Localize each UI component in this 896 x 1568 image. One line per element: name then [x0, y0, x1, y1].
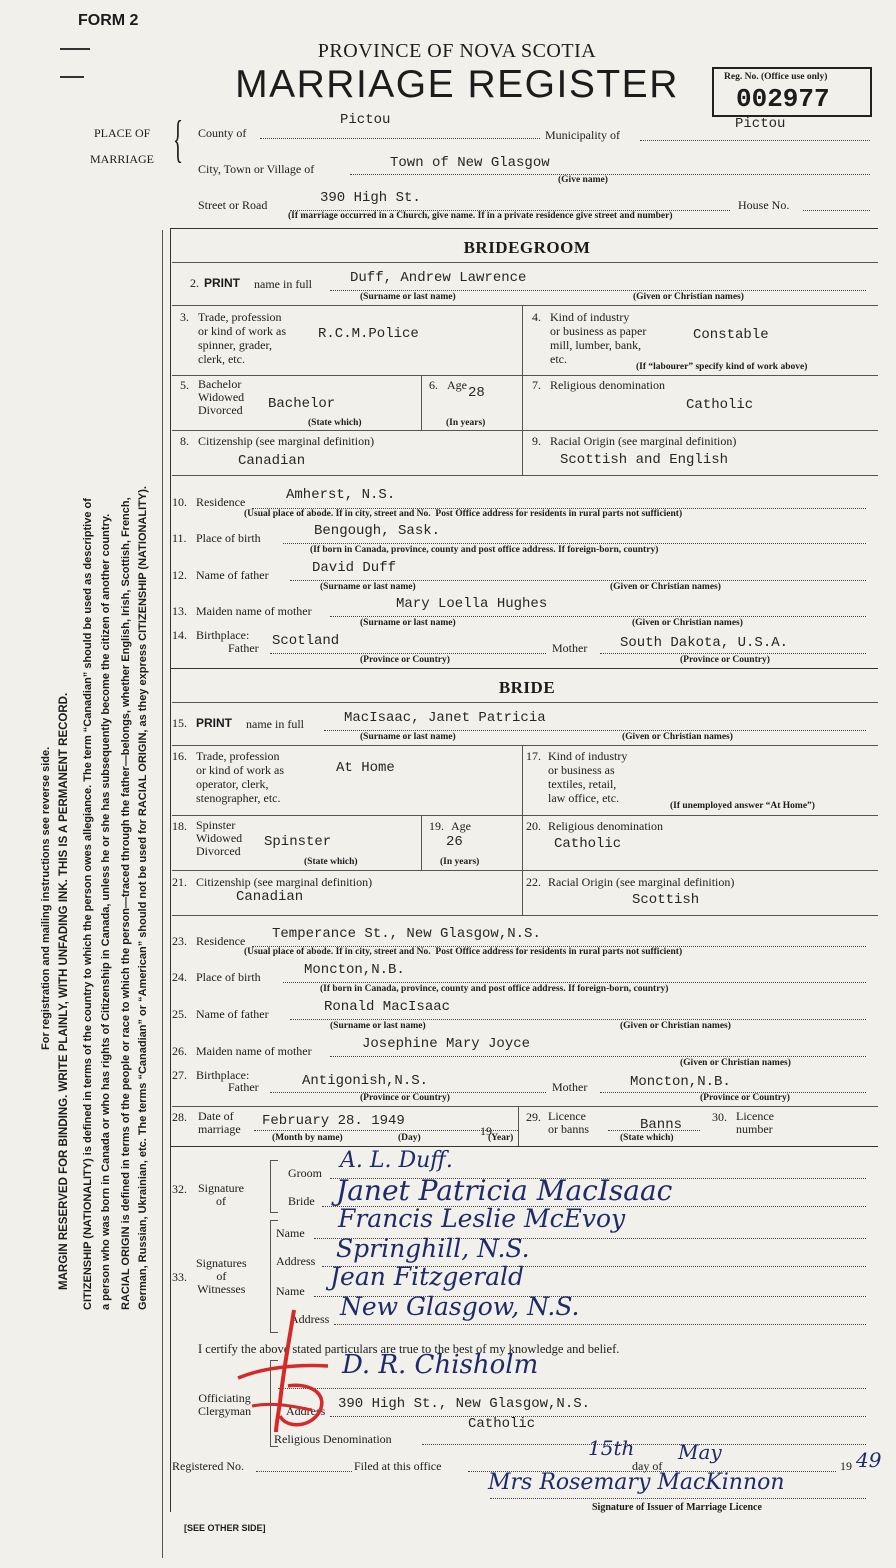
dotted-line	[330, 616, 866, 617]
groom-mother-birthplace: South Dakota, U.S.A.	[620, 635, 789, 651]
month-note: (Month by name)	[272, 1133, 343, 1143]
dotted-line	[330, 1056, 866, 1057]
province-note: (Province or Country)	[700, 1093, 790, 1103]
red-check-mark	[232, 1306, 342, 1436]
margin-text: CITIZENSHIP (NATIONALITY) is defined in terms of the country to which the person owes allegiance. The term “Canadian” should be used as descriptive of	[82, 498, 94, 1310]
clergyman-signature: D. R. Chisholm	[342, 1350, 539, 1380]
field-number: 5.	[180, 378, 189, 392]
field-number: 22.	[526, 875, 541, 889]
field-number: 10.	[172, 495, 187, 509]
rule	[172, 870, 878, 871]
registered-label: Registered No.	[172, 1459, 244, 1473]
name-label: name in full	[246, 717, 304, 731]
dotted-line	[256, 1471, 352, 1472]
father-label: Name of father	[196, 568, 269, 582]
groom-father: David Duff	[312, 560, 397, 576]
dotted-line	[290, 580, 866, 581]
field-number: 3.	[180, 310, 189, 324]
birthplace-of-parents-label: Birthplace:	[196, 1068, 250, 1082]
given-note: (Given or Christian names)	[633, 292, 744, 302]
print-label: PRINT	[204, 276, 240, 290]
witness-name-label: Name	[276, 1226, 305, 1240]
field-number: 12.	[172, 568, 187, 582]
registration-number: 002977	[736, 84, 830, 114]
dotted-line	[254, 1130, 518, 1131]
groom-birthplace: Bengough, Sask.	[314, 523, 441, 539]
field-number: 25.	[172, 1007, 187, 1021]
birthplace-of-parents-label: Birthplace:	[196, 628, 250, 642]
margin-text: RACIAL ORIGIN is defined in terms of the people or race to which the person—traced through the father—belongs, whether English, Irish, Scottish, French,	[120, 497, 132, 1310]
field-number: 6.	[429, 378, 438, 392]
bride-father-birthplace: Antigonish,N.S.	[302, 1073, 429, 1089]
field-number: 2.	[190, 276, 199, 290]
county-label: County of	[198, 126, 247, 140]
age-label: Age	[447, 378, 467, 392]
dotted-line	[640, 140, 870, 141]
field-number: 24.	[172, 970, 187, 984]
filed-day: 15th	[588, 1436, 635, 1460]
rule	[172, 375, 878, 376]
street-label: Street or Road	[198, 198, 268, 212]
field-number: 33.	[172, 1270, 187, 1284]
page-title: MARRIAGE REGISTER	[235, 63, 679, 106]
dotted-line	[270, 653, 546, 654]
bracket	[270, 1160, 271, 1212]
residence-note: (Usual place of abode. If in city, street and No. Post Office address for residents in rural parts not sufficient)	[244, 947, 683, 957]
province-note: (Province or Country)	[680, 655, 770, 665]
see-other-side: [SEE OTHER SIDE]	[184, 1523, 266, 1533]
groom-citizenship: Canadian	[238, 453, 306, 469]
dotted-line	[600, 653, 866, 654]
bride-mother-birthplace: Moncton,N.B.	[630, 1074, 731, 1090]
year-prefix: 19	[840, 1459, 852, 1473]
municipality-value: Pictou	[735, 116, 786, 132]
give-name-note: (Give name)	[558, 175, 608, 185]
witnesses-label: Signatures of Witnesses	[196, 1256, 247, 1296]
clergy-denomination: Catholic	[468, 1416, 536, 1432]
groom-signature: A. L. Duff.	[340, 1148, 453, 1173]
filed-month: May	[678, 1440, 722, 1464]
father-label: Name of father	[196, 1007, 269, 1021]
state-which-note: (State which)	[308, 418, 362, 428]
year-prefix: 19	[480, 1124, 492, 1138]
racial-label: Racial Origin (see marginal definition)	[548, 875, 735, 889]
bride-mother: Josephine Mary Joyce	[362, 1036, 531, 1052]
field-number: 18.	[172, 819, 187, 833]
section-rule	[170, 668, 878, 669]
rule	[172, 915, 878, 916]
bride-religion: Catholic	[554, 836, 622, 852]
groom-racial-origin: Scottish and English	[560, 452, 729, 468]
certification-text: I certify the above stated particulars are true to the best of my knowledge and belief.	[198, 1342, 620, 1356]
field-number: 20.	[526, 819, 541, 833]
birthplace-note: (If born in Canada, province, county and post office address. If foreign-born, country)	[320, 984, 669, 994]
day-note: (Day)	[398, 1133, 421, 1143]
dotted-line	[290, 1019, 866, 1020]
margin-text: MARGIN RESERVED FOR BINDING. WRITE PLAINLY, WITH UNFADING INK. THIS IS A PERMANENT RECORD.	[58, 692, 70, 1290]
rule	[518, 1106, 519, 1146]
bp-mother-label: Mother	[552, 1080, 588, 1094]
surname-note: (Surname or last name)	[360, 618, 456, 628]
bride-name: MacIsaac, Janet Patricia	[344, 710, 546, 726]
city-label: City, Town or Village of	[198, 162, 315, 176]
street-value: 390 High St.	[320, 190, 421, 206]
rule	[421, 815, 422, 870]
bride-age: 26	[446, 834, 463, 850]
in-years-note: (In years)	[440, 857, 480, 867]
bride-birthplace: Moncton,N.B.	[304, 962, 405, 978]
marriage-date: February 28. 1949	[262, 1113, 405, 1129]
year-note: (Year)	[488, 1133, 514, 1143]
field-number: 19.	[429, 819, 444, 833]
dotted-line	[803, 210, 870, 211]
field-number: 11.	[172, 531, 187, 545]
dotted-line	[422, 1444, 866, 1445]
bride-racial-origin: Scottish	[632, 892, 700, 908]
rule	[172, 1106, 878, 1107]
rule	[522, 745, 523, 915]
margin-text: For registration and mailing instructions see reverse side.	[40, 746, 52, 1050]
filed-year: 49	[856, 1448, 882, 1472]
bracket	[270, 1220, 278, 1221]
in-years-note: (In years)	[446, 418, 486, 428]
licence-label: Licence or banns	[548, 1109, 589, 1136]
witness-name-label: Name	[276, 1284, 305, 1298]
dotted-line	[334, 1324, 866, 1325]
place-of-label: PLACE OF	[94, 126, 151, 140]
field-number: 30.	[712, 1110, 727, 1124]
field-number: 8.	[180, 434, 189, 448]
groom-mother: Mary Loella Hughes	[396, 596, 548, 612]
dotted-line	[330, 1416, 866, 1417]
citizenship-label: Citizenship (see marginal definition)	[198, 434, 375, 448]
county-value: Pictou	[340, 112, 391, 128]
dotted-line	[283, 982, 866, 983]
church-note: (If marriage occurred in a Church, give name. If in a private residence give street and number)	[288, 211, 673, 221]
rule	[421, 375, 422, 430]
field-number: 21.	[172, 875, 187, 889]
frame-left	[170, 228, 171, 1512]
print-label: PRINT	[196, 716, 232, 730]
surname-note: (Surname or last name)	[330, 1021, 426, 1031]
province-note: (Province or Country)	[360, 655, 450, 665]
city-value: Town of New Glasgow	[390, 155, 550, 171]
rule	[172, 430, 878, 431]
date-label: Date of marriage	[198, 1109, 241, 1136]
groom-father-birthplace: Scotland	[272, 633, 340, 649]
religious-denomination-label: Religious Denomination	[274, 1432, 392, 1446]
age-label: Age	[451, 819, 471, 833]
state-which-note: (State which)	[620, 1133, 674, 1143]
birthplace-label: Place of birth	[196, 531, 261, 545]
dotted-line	[330, 290, 866, 291]
birthplace-label: Place of birth	[196, 970, 261, 984]
rule	[172, 702, 878, 703]
rule	[172, 475, 878, 476]
status-label: Bachelor Widowed Divorced	[198, 377, 245, 417]
margin-text: a person who was born in Canada or who has rights of Citizenship in Canada, unless he or she has subsequently become the citizen of another country.	[100, 513, 112, 1310]
marriage-label: MARRIAGE	[90, 152, 155, 166]
field-number: 29.	[526, 1110, 541, 1124]
groom-status: Bachelor	[268, 396, 336, 412]
issuer-label: Signature of Issuer of Marriage Licence	[592, 1502, 762, 1513]
binding-mark	[60, 76, 84, 78]
state-which-note: (State which)	[304, 857, 358, 867]
bracket	[270, 1160, 278, 1161]
groom-trade: R.C.M.Police	[318, 326, 419, 342]
residence-label: Residence	[196, 495, 246, 509]
bridegroom-heading: BRIDEGROOM	[463, 238, 591, 257]
witness1-name: Francis Leslie McEvoy	[338, 1204, 626, 1233]
dotted-line	[283, 543, 866, 544]
citizenship-label: Citizenship (see marginal definition)	[196, 875, 373, 889]
margin-text: German, Russian, Ukrainian, etc. The terms “Canadian” or “American” should not be used for RACIAL ORIGIN, as they express CITIZENSHIP (NATIONALITY).	[137, 486, 149, 1310]
dotted-line	[350, 174, 870, 175]
margin-rule	[162, 230, 163, 1558]
bride-father: Ronald MacIsaac	[324, 999, 451, 1015]
clergy-address-label: Address	[286, 1404, 326, 1418]
field-number: 4.	[532, 310, 541, 324]
residence-note: (Usual place of abode. If in city, street and No. Post Office address for residents in rural parts not sufficient)	[244, 509, 683, 519]
field-number: 7.	[532, 378, 541, 392]
unemployed-note: (If unemployed answer “At Home”)	[670, 801, 815, 811]
dotted-line	[278, 1388, 866, 1389]
bp-father-label: Father	[228, 1080, 259, 1094]
given-note: (Given or Christian names)	[610, 582, 721, 592]
rule	[522, 305, 523, 475]
birthplace-note: (If born in Canada, province, county and post office address. If foreign-born, country)	[310, 545, 659, 555]
labourer-note: (If “labourer” specify kind of work above)	[636, 362, 808, 372]
given-note: (Given or Christian names)	[680, 1058, 791, 1068]
municipality-label: Municipality of	[545, 128, 620, 142]
industry-label: Kind of industry or business as textiles, retail, law office, etc.	[548, 749, 628, 805]
trade-label: Trade, profession or kind of work as operator, clerk, stenographer, etc.	[196, 749, 284, 805]
religion-label: Religious denomination	[548, 819, 663, 833]
clergy-address: 390 High St., New Glasgow,N.S.	[338, 1396, 591, 1412]
frame-top	[170, 228, 878, 229]
licence-value: Banns	[640, 1117, 683, 1133]
bride-status: Spinster	[264, 834, 332, 850]
groom-religion: Catholic	[686, 397, 754, 413]
brace: {	[173, 111, 183, 168]
trade-label: Trade, profession or kind of work as spinner, grader, clerk, etc.	[198, 310, 286, 366]
witness2-address: New Glasgow, N.S.	[340, 1292, 580, 1321]
name-label: name in full	[254, 277, 312, 291]
field-number: 26.	[172, 1044, 187, 1058]
field-number: 14.	[172, 628, 187, 642]
witness2-name: Jean Fitzgerald	[330, 1262, 524, 1291]
field-number: 27.	[172, 1068, 187, 1082]
status-label: Spinster Widowed Divorced	[196, 818, 243, 858]
field-number: 28.	[172, 1110, 187, 1124]
clergyman-label: Officiating Clergyman	[198, 1391, 252, 1418]
surname-note: (Surname or last name)	[360, 732, 456, 742]
field-number: 15.	[172, 716, 187, 730]
given-note: (Given or Christian names)	[632, 618, 743, 628]
field-number: 16.	[172, 749, 187, 763]
racial-label: Racial Origin (see marginal definition)	[550, 434, 737, 448]
bride-heading: BRIDE	[498, 678, 556, 697]
bride-citizenship: Canadian	[236, 889, 304, 905]
bride-trade: At Home	[336, 760, 395, 776]
field-number: 23.	[172, 934, 187, 948]
field-number: 13.	[172, 604, 187, 618]
witness1-address: Springhill, N.S.	[336, 1234, 530, 1263]
dotted-line	[324, 730, 866, 731]
bp-mother-label: Mother	[552, 641, 588, 655]
dotted-line	[490, 1498, 866, 1499]
rule	[172, 262, 878, 263]
surname-note: (Surname or last name)	[320, 582, 416, 592]
mother-label: Maiden name of mother	[196, 1044, 312, 1058]
house-label: House No.	[738, 198, 790, 212]
witness-address-label: Address	[290, 1312, 330, 1326]
surname-note: (Surname or last name)	[360, 292, 456, 302]
mother-label: Maiden name of mother	[196, 604, 312, 618]
dotted-line	[260, 138, 540, 139]
religion-label: Religious denomination	[550, 378, 665, 392]
rule	[172, 305, 878, 306]
registration-number-box	[712, 67, 872, 117]
rule	[172, 745, 878, 746]
rule	[172, 815, 878, 816]
groom-age: 28	[468, 385, 485, 401]
groom-residence: Amherst, N.S.	[286, 487, 396, 503]
section-rule	[170, 1146, 878, 1147]
groom-industry: Constable	[693, 327, 769, 343]
given-note: (Given or Christian names)	[622, 732, 733, 742]
field-number: 32.	[172, 1182, 187, 1196]
filed-label: Filed at this office	[354, 1459, 442, 1473]
bp-father-label: Father	[228, 641, 259, 655]
province-note: (Province or Country)	[360, 1093, 450, 1103]
industry-label: Kind of industry or business as paper mill, lumber, bank, etc.	[550, 310, 647, 366]
bride-signature-label: Bride	[288, 1194, 315, 1208]
province-heading: PROVINCE OF NOVA SCOTIA	[317, 40, 597, 62]
field-number: 9.	[532, 434, 541, 448]
day-of-label: day of	[632, 1459, 663, 1473]
groom-name: Duff, Andrew Lawrence	[350, 270, 527, 286]
bracket	[270, 1212, 278, 1213]
residence-label: Residence	[196, 934, 246, 948]
groom-signature-label: Groom	[288, 1166, 322, 1180]
issuer-signature: Mrs Rosemary MacKinnon	[488, 1470, 785, 1495]
binding-mark	[60, 48, 90, 50]
given-note: (Given or Christian names)	[620, 1021, 731, 1031]
signature-label: Signature of	[198, 1181, 244, 1208]
bride-signature: Janet Patricia MacIsaac	[336, 1174, 673, 1207]
witness-address-label: Address	[276, 1254, 316, 1268]
registration-label: Reg. No. (Office use only)	[724, 72, 828, 82]
bride-residence: Temperance St., New Glasgow,N.S.	[272, 926, 541, 942]
licence-number-label: Licence number	[736, 1109, 774, 1136]
form-number: FORM 2	[78, 12, 139, 29]
field-number: 17.	[526, 749, 541, 763]
